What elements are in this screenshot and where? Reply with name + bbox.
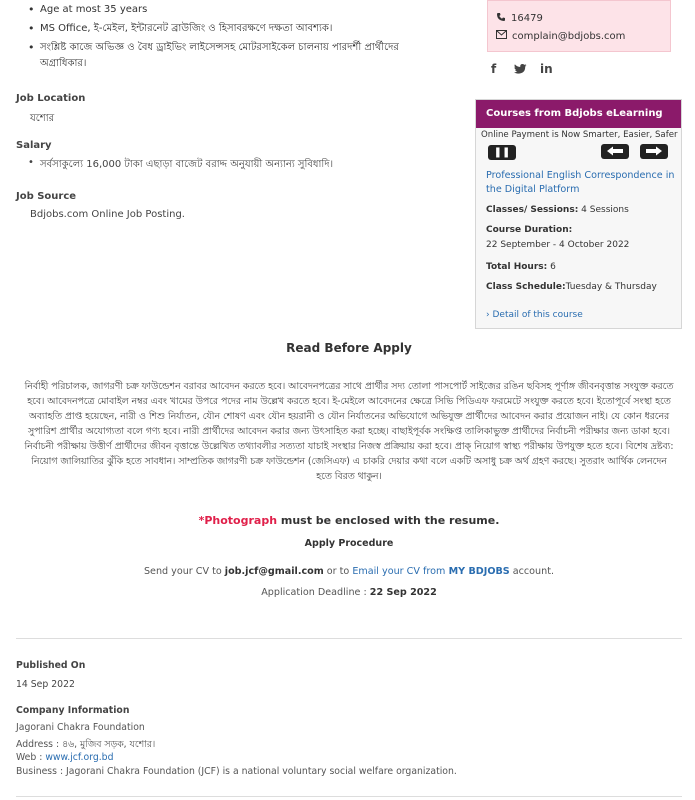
requirement-item: • Age at most 35 years <box>28 2 448 18</box>
phone-row <box>496 12 543 25</box>
requirement-item: • MS Office, ই-মেইল, ইন্টারনেট ব্রাউজিং ও হিসাবরক্ষণে দক্ষতা আবশ্যক। <box>28 21 448 37</box>
requirements-list <box>28 2 448 72</box>
job-location-title: Job Location <box>16 93 86 104</box>
courses-header: Courses from Bdjobs eLearning <box>476 100 681 128</box>
photograph-text: must be enclosed with the resume. <box>277 514 500 527</box>
schedule-label: Class Schedule: <box>486 282 566 292</box>
phone-icon <box>496 12 506 25</box>
sessions-label: Classes/ Sessions: <box>486 205 579 215</box>
arrow-right-icon <box>645 148 663 159</box>
linkedin-icon[interactable]: in <box>540 62 553 76</box>
hours-row <box>486 262 556 272</box>
course-title-link[interactable]: Professional English Correspondence in the Digital Platform <box>486 170 675 195</box>
arrow-left-icon <box>606 148 624 159</box>
pause-icon: ❚❚ <box>493 147 511 158</box>
hours-value: 6 <box>550 262 556 272</box>
published-title: Published On <box>16 660 86 671</box>
salary-item: • সর্বসাকুল্যে 16,000 টাকা এছাড়া বাজেট বরাদ্দ অনুযায়ী অন্যান্য সুবিধাদি। <box>28 157 334 170</box>
salary-value: সর্বসাকুল্যে 16,000 টাকা এছাড়া বাজেট বরাদ্দ অনুযায়ী অন্যান্য সুবিধাদি। <box>40 159 334 170</box>
my-bdjobs-link[interactable]: MY BDJOBS <box>445 566 510 577</box>
read-before-apply-text: নির্বাহী পরিচালক, জাগরণী চক্র ফাউন্ডেশন বরাবর আবেদন করতে হবে। আবেদনপত্রের সাথে প্রার্থীর সদ্য তোলা পাসপোর্ট সাইজের রঙিন ছবিসহ পূর্ণাঙ্গ জীবনবৃত্তান্ত সংযুক্ত করতে হবে। আবেদনপত্রে মোবাইল নম্বর এবং খামের উপরে পদের নাম উল্লেখ করতে হবে। ই-মেইলে আবেদনের ক্ষেত্রে সিভি পিডিএফ ফরমেটে সংযুক্ত করতে হবে। ইতোপূর্বে সংস্থা হতে অব্যাহতি প্রাপ্ত হয়েছেন, নারী ও শিশু নির্যাতন, যৌন শোষণ এবং যৌন হয়রানী ও যৌন নির্যাতনের অভিযোগে অভিযুক্ত প্রার্থীদের আবেদন করার প্রয়োজন নাই। যে কোন ধরনের সুপারিশ প্রার্থীর অযোগ্যতা বলে গণ্য হবে। নারী প্রার্থীদের আবেদন করার জন্য উৎসাহিত করা হচ্ছে। বাছাইপূর্বক সংক্ষিপ্ত তালিকাভুক্ত প্রার্থীদের নির্বাচনী পরীক্ষার জন্য ডাকা হবে। নির্বাচনী পরীক্ষায় উত্তীর্ণ প্রার্থীদের জীবন বৃত্তান্তে উল্লেখিত তথ্যাবলীর সত্যতা যাচাই সংস্থার নিজস্ব প্রক্রিয়ায় করা হবে। প্রাক্ নিয়োগ স্বাস্থ্য পরীক্ষায় উপযুক্ত হতে হবে। বিশেষ দ্রষ্টব্য: নিয়োগ জালিয়াতির ঝুঁকি হতে সাবধান। সাম্প্রতিক জাগরণী চক্র ফাউন্ডেশন (জেসিএফ) এ চাকরি দেয়ার কথা বলে একটি অসাধু চক্র অর্থ গ্রহণ করছে। সুতরাং আর্থিক লেনদেন হতে বিরত থাকুন। <box>24 381 674 482</box>
envelope-icon <box>496 30 507 42</box>
pause-button[interactable] <box>488 145 516 160</box>
job-source-value: Bdjobs.com Online Job Posting. <box>30 209 185 220</box>
hours-label: Total Hours: <box>486 262 548 272</box>
company-business: Business : Jagorani Chakra Foundation (JCF) is a national voluntary social welfare organization. <box>16 766 457 777</box>
email-row <box>496 30 625 42</box>
chevron-right-icon: › <box>486 310 490 320</box>
company-web-link[interactable]: www.jcf.org.bd <box>45 752 114 763</box>
published-value: 14 Sep 2022 <box>16 679 75 690</box>
job-source-title: Job Source <box>16 191 77 202</box>
company-web: Web : www.jcf.org.bd <box>16 752 114 763</box>
requirement-item: • সংশ্লিষ্ট কাজে অভিজ্ঞ ও বৈধ ড্রাইভিং লাইসেন্সসহ মোটরসাইকেল চালনায় পারদর্শী প্রার্থীদের অগ্রাধিকার। <box>28 40 448 72</box>
deadline-value: 22 Sep 2022 <box>369 587 437 598</box>
job-location-value: যশোর <box>30 113 55 124</box>
schedule-row <box>486 282 657 292</box>
twitter-icon[interactable] <box>514 62 527 78</box>
course-detail-link[interactable]: › Detail of this course <box>486 310 583 320</box>
complaint-contact-box <box>487 0 671 52</box>
payment-marquee: Online Payment is Now Smarter, Easier, Safer <box>481 130 678 140</box>
salary-title: Salary <box>16 140 52 151</box>
bottom-divider <box>16 796 682 797</box>
next-button[interactable] <box>640 144 668 159</box>
photograph-note <box>16 514 682 527</box>
phone-number[interactable]: 16479 <box>511 13 543 24</box>
facebook-icon[interactable]: f <box>491 62 497 76</box>
apply-email[interactable]: job.jcf@gmail.com <box>224 566 324 577</box>
read-before-apply-title: Read Before Apply <box>286 341 412 355</box>
duration-label: Course Duration: <box>486 225 573 235</box>
company-address: Address : ৪৬, মুজিব সড়ক, যশোর। <box>16 739 156 750</box>
duration-value: 22 September - 4 October 2022 <box>486 240 630 250</box>
apply-instruction: Send your CV to job.jcf@gmail.com or to Email your CV from MY BDJOBS account. <box>143 566 555 577</box>
prev-button[interactable] <box>601 144 629 159</box>
company-name: Jagorani Chakra Foundation <box>16 722 145 733</box>
apply-procedure-title: Apply Procedure <box>304 538 394 549</box>
courses-panel <box>475 99 682 329</box>
sessions-row <box>486 205 629 215</box>
email-cv-link[interactable]: Email your CV from <box>352 566 446 577</box>
application-deadline: Application Deadline : 22 Sep 2022 <box>261 587 437 598</box>
schedule-value: Tuesday & Thursday <box>565 282 657 292</box>
company-info-title: Company Information <box>16 705 130 716</box>
section-divider <box>16 638 682 639</box>
sessions-value: 4 Sessions <box>581 205 629 215</box>
complaint-email[interactable]: complain@bdjobs.com <box>512 30 626 42</box>
photograph-star: *Photograph <box>198 514 278 527</box>
